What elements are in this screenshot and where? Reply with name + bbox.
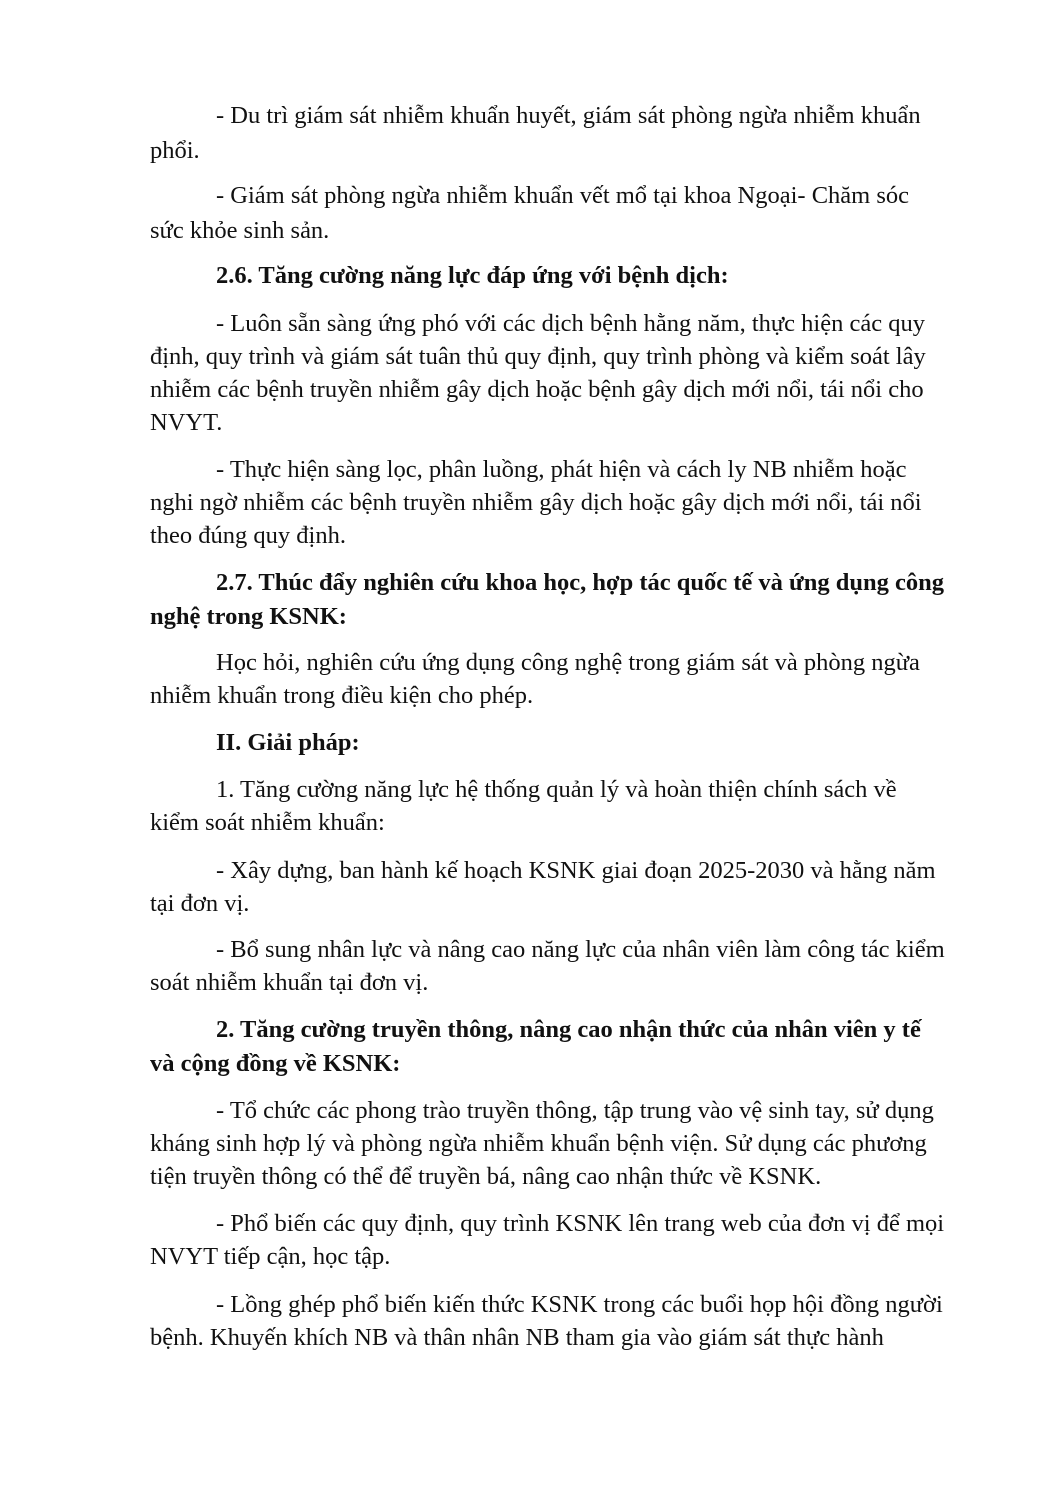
text-line: - Bổ sung nhân lực và nâng cao năng lực của nhân viên làm công tác kiểm xyxy=(216,936,945,963)
text-line: tại đơn vị. xyxy=(150,890,250,917)
text-line: Học hỏi, nghiên cứu ứng dụng công nghệ trong giám sát và phòng ngừa xyxy=(216,649,920,676)
text-line: NVYT tiếp cận, học tập. xyxy=(150,1243,391,1270)
text-line: nghệ trong KSNK: xyxy=(150,603,347,630)
text-line: 2.7. Thúc đẩy nghiên cứu khoa học, hợp tác quốc tế và ứng dụng công xyxy=(216,569,945,596)
text-line: 1. Tăng cường năng lực hệ thống quản lý và hoàn thiện chính sách về xyxy=(216,776,897,803)
text-line: nhiễm khuẩn trong điều kiện cho phép. xyxy=(150,682,534,709)
text-line: NVYT. xyxy=(150,409,223,436)
text-line: kháng sinh hợp lý và phòng ngừa nhiễm khuẩn bệnh viện. Sử dụng các phương xyxy=(150,1130,927,1157)
text-line: - Thực hiện sàng lọc, phân luồng, phát hiện và cách ly NB nhiễm hoặc xyxy=(216,456,907,483)
section-heading-2-6: 2.6. Tăng cường năng lực đáp ứng với bệnh dịch: xyxy=(216,262,729,289)
text-line: theo đúng quy định. xyxy=(150,522,346,549)
text-line: bệnh. Khuyến khích NB và thân nhân NB tham gia vào giám sát thực hành xyxy=(150,1324,884,1351)
text-line: - Tổ chức các phong trào truyền thông, tập trung vào vệ sinh tay, sử dụng xyxy=(216,1097,934,1124)
section-heading-solutions: II. Giải pháp: xyxy=(216,729,360,756)
text-line: nhiễm các bệnh truyền nhiễm gây dịch hoặc bệnh gây dịch mới nổi, tái nổi cho xyxy=(150,376,924,403)
text-line: - Phổ biến các quy định, quy trình KSNK lên trang web của đơn vị để mọi xyxy=(216,1210,945,1237)
text-line: và cộng đồng về KSNK: xyxy=(150,1050,401,1077)
text-line: - Giám sát phòng ngừa nhiễm khuẩn vết mổ tại khoa Ngoại- Chăm sóc xyxy=(216,182,910,209)
text-line: - Xây dựng, ban hành kế hoạch KSNK giai đoạn 2025-2030 và hằng năm xyxy=(216,857,936,884)
text-line: nghi ngờ nhiễm các bệnh truyền nhiễm gây dịch hoặc gây dịch mới nổi, tái nổi xyxy=(150,489,922,516)
text-line: phổi. xyxy=(150,137,200,164)
text-line: tiện truyền thông có thể để truyền bá, nâng cao nhận thức về KSNK. xyxy=(150,1163,822,1190)
text-line: - Du trì giám sát nhiễm khuẩn huyết, giám sát phòng ngừa nhiễm khuẩn xyxy=(216,102,921,129)
text-line: - Luôn sẵn sàng ứng phó với các dịch bệnh hằng năm, thực hiện các quy xyxy=(216,310,925,337)
text-line: soát nhiễm khuẩn tại đơn vị. xyxy=(150,969,429,996)
text-line: kiểm soát nhiễm khuẩn: xyxy=(150,809,385,836)
text-line: định, quy trình và giám sát tuân thủ quy định, quy trình phòng và kiểm soát lây xyxy=(150,343,926,370)
text-line: - Lồng ghép phổ biến kiến thức KSNK trong các buổi họp hội đồng người xyxy=(216,1291,943,1318)
text-line: sức khỏe sinh sản. xyxy=(150,217,330,244)
text-line: 2. Tăng cường truyền thông, nâng cao nhận thức của nhân viên y tế xyxy=(216,1016,921,1043)
